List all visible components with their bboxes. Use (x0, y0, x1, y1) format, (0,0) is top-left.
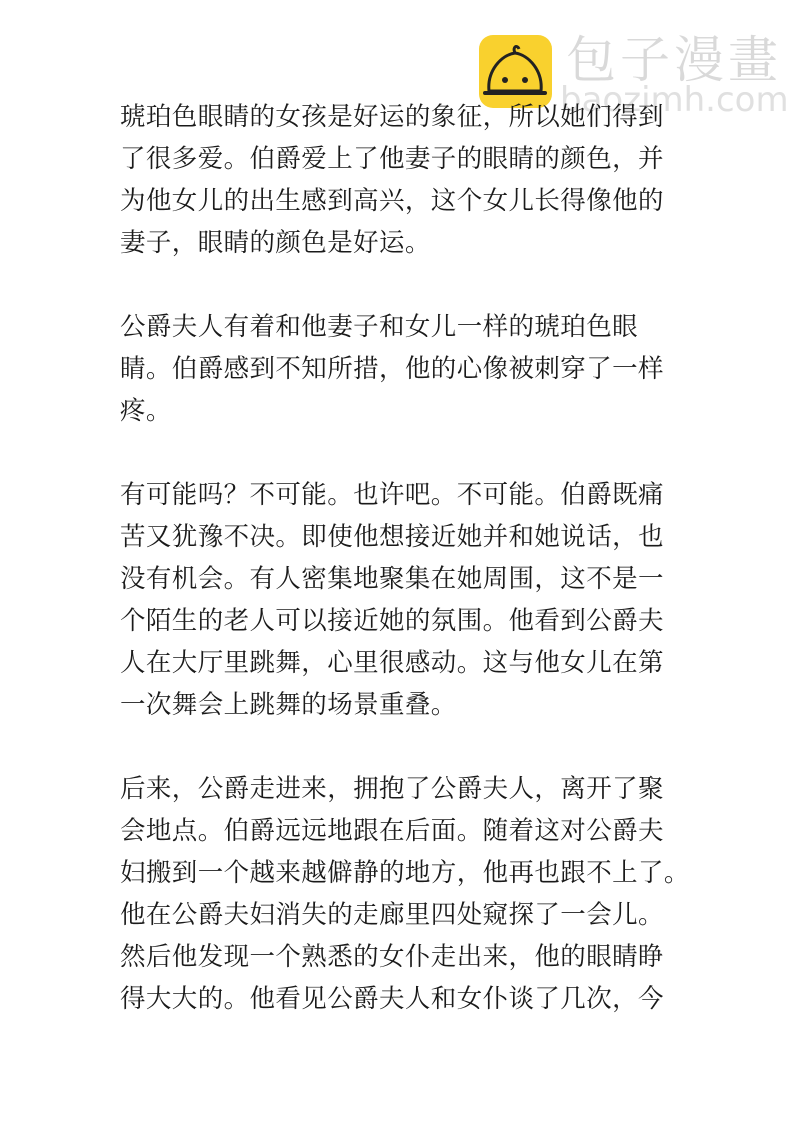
paragraph-line: 妻子，眼睛的颜色是好运。 (120, 228, 431, 258)
paragraph-line: 没有机会。有人密集地聚集在她周围，这不是一 (120, 564, 664, 594)
paragraph-line: 会地点。伯爵远远地跟在后面。随着这对公爵夫 (120, 816, 664, 846)
paragraph-line: 睛。伯爵感到不知所措，他的心像被刺穿了一样 (120, 354, 664, 384)
paragraph-line: 了很多爱。伯爵爱上了他妻子的眼睛的颜色，并 (120, 144, 664, 174)
paragraph-line: 疼。 (120, 396, 172, 426)
paragraph-line: 苦又犹豫不决。即使他想接近她并和她说话，也 (120, 522, 664, 552)
paragraph-line: 然后他发现一个熟悉的女仆走出来，他的眼睛睁 (120, 942, 664, 972)
paragraph-line: 一次舞会上跳舞的场景重叠。 (120, 690, 457, 720)
watermark-domain: baozimh.com (560, 80, 789, 120)
paragraph-line: 得大大的。他看见公爵夫人和女仆谈了几次，今 (120, 984, 664, 1014)
paragraph-line: 妇搬到一个越来越僻静的地方，他再也跟不上了。 (120, 858, 690, 888)
paragraph-line: 他在公爵夫妇消失的走廊里四处窥探了一会儿。 (120, 900, 664, 930)
paragraph-line: 个陌生的老人可以接近她的氛围。他看到公爵夫 (120, 606, 664, 636)
paragraph-line: 琥珀色眼睛的女孩是好运的象征，所以她们得到 (120, 102, 664, 132)
paragraph-line: 有可能吗？不可能。也许吧。不可能。伯爵既痛 (120, 480, 664, 510)
watermark-brand: 包子漫畫 (566, 31, 782, 89)
paragraph-line: 人在大厅里跳舞，心里很感动。这与他女儿在第 (120, 648, 664, 678)
paragraph-line: 为他女儿的出生感到高兴，这个女儿长得像他的 (120, 186, 664, 216)
paragraph-line: 后来，公爵走进来，拥抱了公爵夫人，离开了聚 (120, 774, 664, 804)
paragraph-line: 公爵夫人有着和他妻子和女儿一样的琥珀色眼 (120, 312, 639, 342)
